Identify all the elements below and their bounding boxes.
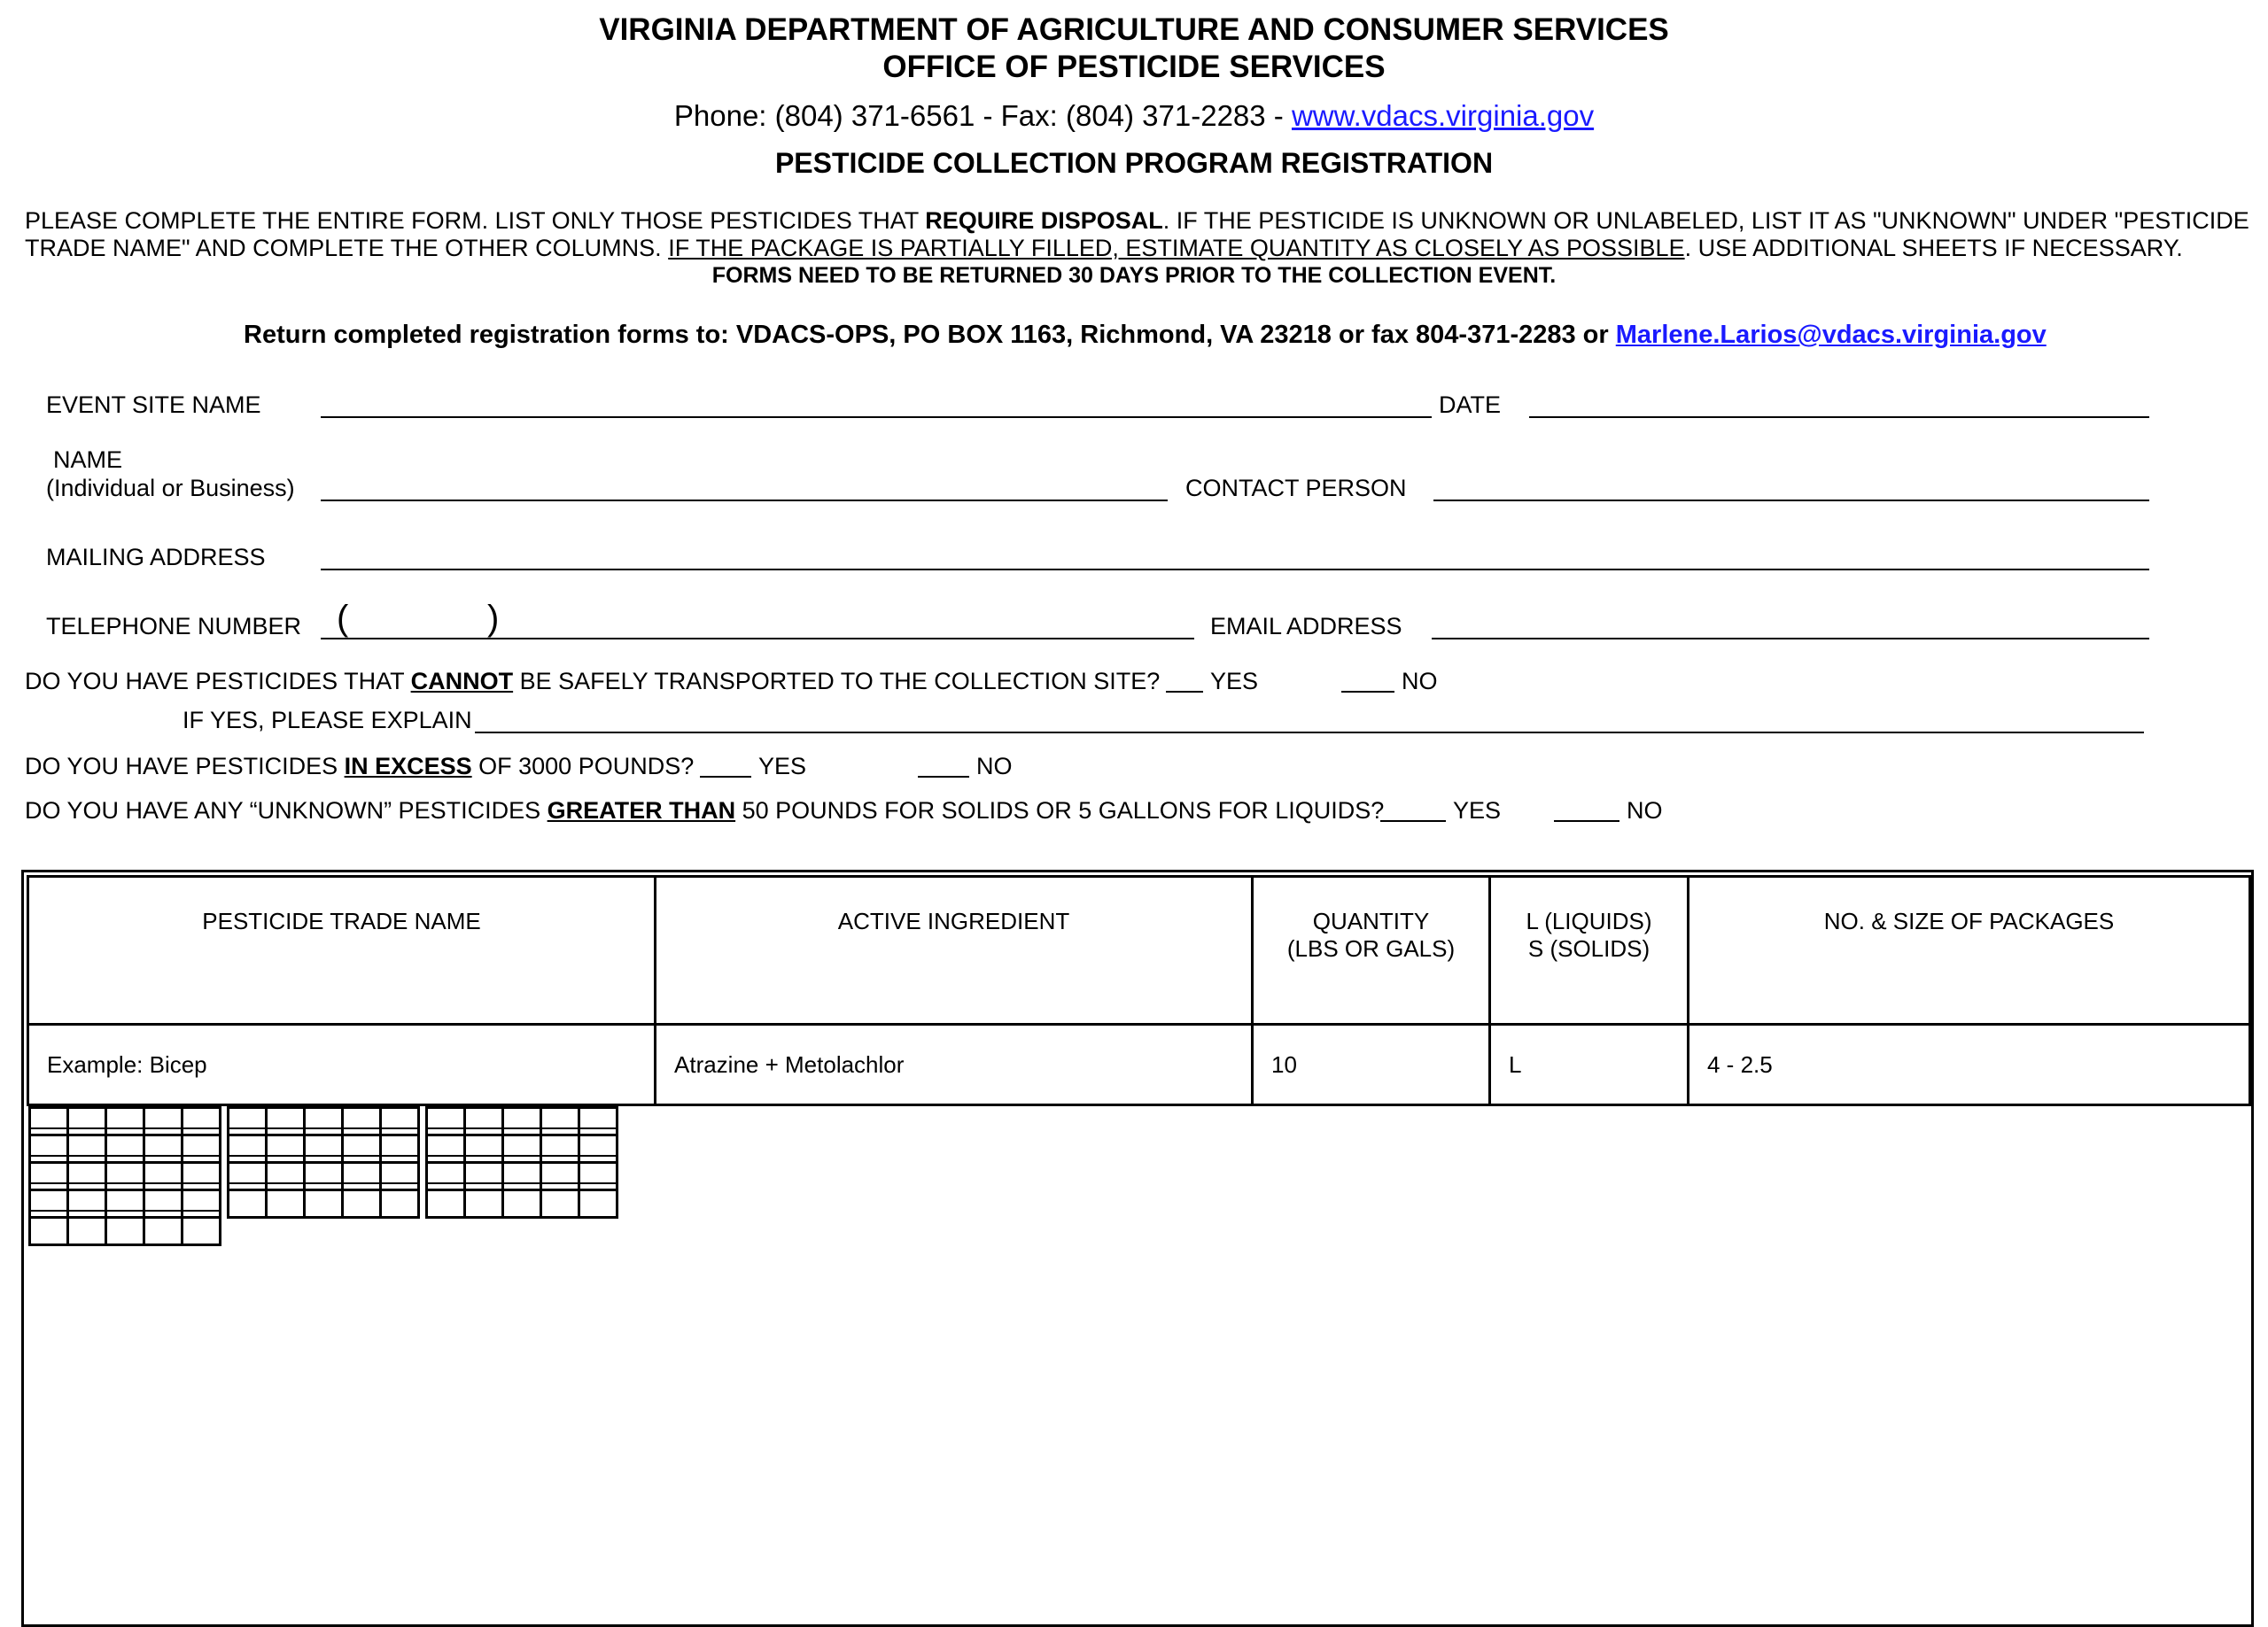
q1-no-blank[interactable]: [1341, 691, 1394, 693]
return-address-text: Return completed registration forms to: VDACS-OPS, PO BOX 1163, Richmond, VA 23218 or fax 804-371-2283 or: [244, 321, 1616, 349]
question-in-excess: [25, 753, 694, 780]
question-text: DO YOU HAVE PESTICIDES: [25, 753, 345, 779]
name-field[interactable]: [321, 500, 1168, 501]
table-row[interactable]: [28, 1189, 221, 1212]
table-header-row: [28, 877, 2250, 1025]
instructions-text: PLEASE COMPLETE THE ENTIRE FORM. LIST ONLY THOSE PESTICIDES THAT: [25, 207, 926, 234]
liquid-solid-cell[interactable]: [540, 1163, 579, 1218]
explain-field[interactable]: [475, 732, 2144, 733]
q3-yes-label: YES: [1453, 797, 1502, 824]
question-text: DO YOU HAVE ANY “UNKNOWN” PESTICIDES: [25, 797, 548, 824]
packages-cell[interactable]: [380, 1163, 418, 1218]
table-row[interactable]: [227, 1134, 420, 1157]
packages-cell[interactable]: [579, 1163, 617, 1218]
return-address: [244, 321, 2047, 350]
question-cannot-transport: [25, 668, 1160, 695]
email-field[interactable]: [1432, 638, 2149, 639]
header-liquid-solid: L (LIQUIDS) S (SOLIDS): [1490, 877, 1689, 1025]
instructions-line-2: [25, 235, 2183, 262]
example-liquid-solid: L: [1490, 1025, 1689, 1105]
question-greater-than: [25, 797, 1384, 825]
question-text: DO YOU HAVE PESTICIDES THAT: [25, 668, 411, 694]
example-trade-name: Example: Bicep: [28, 1025, 656, 1105]
table-row[interactable]: [28, 1106, 221, 1129]
return-deadline: FORMS NEED TO BE RETURNED 30 DAYS PRIOR TO THE COLLECTION EVENT.: [711, 263, 1557, 288]
name-sublabel: (Individual or Business): [46, 475, 295, 501]
event-site-field[interactable]: [321, 416, 1432, 418]
q2-yes-label: YES: [758, 753, 807, 779]
active-ingredient-cell[interactable]: [67, 1190, 105, 1245]
q2-no-label: NO: [976, 753, 1013, 779]
partial-fill-note: IF THE PACKAGE IS PARTIALLY FILLED, ESTIMATE QUANTITY AS CLOSELY AS POSSIBLE: [668, 235, 1685, 261]
quantity-cell[interactable]: [304, 1163, 342, 1218]
question-text: BE SAFELY TRANSPORTED TO THE COLLECTION SITE?: [513, 668, 1161, 694]
mailing-address-label: MAILING ADDRESS: [46, 544, 266, 570]
table-row[interactable]: [227, 1106, 420, 1129]
table-row[interactable]: [425, 1161, 618, 1184]
form-title: PESTICIDE COLLECTION PROGRAM REGISTRATION: [774, 147, 1494, 179]
require-disposal-emphasis: REQUIRE DISPOSAL: [925, 207, 1163, 234]
greater-than-emphasis: GREATER THAN: [547, 797, 736, 824]
active-ingredient-cell[interactable]: [464, 1163, 502, 1218]
q1-yes-blank[interactable]: [1166, 691, 1203, 693]
instructions-text: TRADE NAME" AND COMPLETE THE OTHER COLUMNS.: [25, 235, 669, 261]
mailing-address-field[interactable]: [321, 569, 2149, 570]
q1-yes-label: YES: [1210, 668, 1259, 694]
packages-cell[interactable]: [182, 1190, 220, 1245]
table-row[interactable]: [227, 1161, 420, 1184]
date-label: DATE: [1439, 391, 1502, 418]
q3-no-blank[interactable]: [1554, 820, 1619, 822]
header-quantity: QUANTITY (LBS OR GALS): [1253, 877, 1490, 1025]
q2-yes-blank[interactable]: [700, 776, 751, 778]
event-site-label: EVENT SITE NAME: [46, 391, 261, 418]
instructions-line-1: [25, 207, 2249, 235]
cannot-emphasis: CANNOT: [410, 668, 514, 694]
department-title: VIRGINIA DEPARTMENT OF AGRICULTURE AND CONSUMER SERVICES: [599, 12, 1669, 47]
explain-label: IF YES, PLEASE EXPLAIN: [183, 707, 472, 733]
question-text: 50 POUNDS FOR SOLIDS OR 5 GALLONS FOR LIQUIDS?: [735, 797, 1385, 824]
table-row[interactable]: [425, 1134, 618, 1157]
website-link[interactable]: www.vdacs.virginia.gov: [1291, 99, 1595, 132]
name-label: NAME: [53, 446, 123, 473]
table-row[interactable]: [28, 1161, 221, 1184]
office-title: OFFICE OF PESTICIDE SERVICES: [882, 50, 1386, 84]
trade-name-cell[interactable]: [426, 1163, 464, 1218]
active-ingredient-cell[interactable]: [266, 1163, 304, 1218]
telephone-field[interactable]: [321, 638, 1194, 639]
header-active-ingredient: ACTIVE INGREDIENT: [656, 877, 1253, 1025]
phone-fax-text: Phone: (804) 371-6561 - Fax: (804) 371-2283 -: [673, 99, 1292, 132]
quantity-cell[interactable]: [105, 1190, 144, 1245]
in-excess-emphasis: IN EXCESS: [344, 753, 472, 779]
header-packages: NO. & SIZE OF PACKAGES: [1689, 877, 2250, 1025]
example-active-ingredient: Atrazine + Metolachlor: [656, 1025, 1253, 1105]
contact-person-label: CONTACT PERSON: [1185, 475, 1407, 501]
table-row[interactable]: [28, 1134, 221, 1157]
trade-name-cell[interactable]: [29, 1190, 67, 1245]
contact-line: [0, 99, 2268, 133]
date-field[interactable]: [1529, 416, 2149, 418]
table-row[interactable]: [425, 1106, 618, 1129]
question-text: OF 3000 POUNDS?: [471, 753, 695, 779]
example-quantity: 10: [1253, 1025, 1490, 1105]
example-packages: 4 - 2.5: [1689, 1025, 2250, 1105]
area-code-close-paren: ): [487, 599, 500, 638]
header-trade-name: PESTICIDE TRADE NAME: [28, 877, 656, 1025]
liquid-solid-cell[interactable]: [342, 1163, 380, 1218]
area-code-open-paren: (: [337, 599, 349, 638]
quantity-cell[interactable]: [502, 1163, 540, 1218]
instructions-text: . IF THE PESTICIDE IS UNKNOWN OR UNLABELED, LIST IT AS "UNKNOWN" UNDER "PESTICIDE: [1162, 207, 2249, 234]
telephone-label: TELEPHONE NUMBER: [46, 613, 302, 639]
email-link[interactable]: Marlene.Larios@vdacs.virginia.gov: [1615, 321, 2047, 349]
q3-no-label: NO: [1627, 797, 1663, 824]
liquid-solid-cell[interactable]: [144, 1190, 182, 1245]
trade-name-cell[interactable]: [228, 1163, 266, 1218]
q1-no-label: NO: [1402, 668, 1438, 694]
q2-no-blank[interactable]: [918, 776, 969, 778]
example-row: [28, 1025, 2250, 1105]
contact-person-field[interactable]: [1433, 500, 2149, 501]
email-label: EMAIL ADDRESS: [1210, 613, 1402, 639]
q3-yes-blank[interactable]: [1380, 820, 1446, 822]
instructions-text: . USE ADDITIONAL SHEETS IF NECESSARY.: [1684, 235, 2183, 261]
pesticide-table: [27, 875, 2251, 1216]
